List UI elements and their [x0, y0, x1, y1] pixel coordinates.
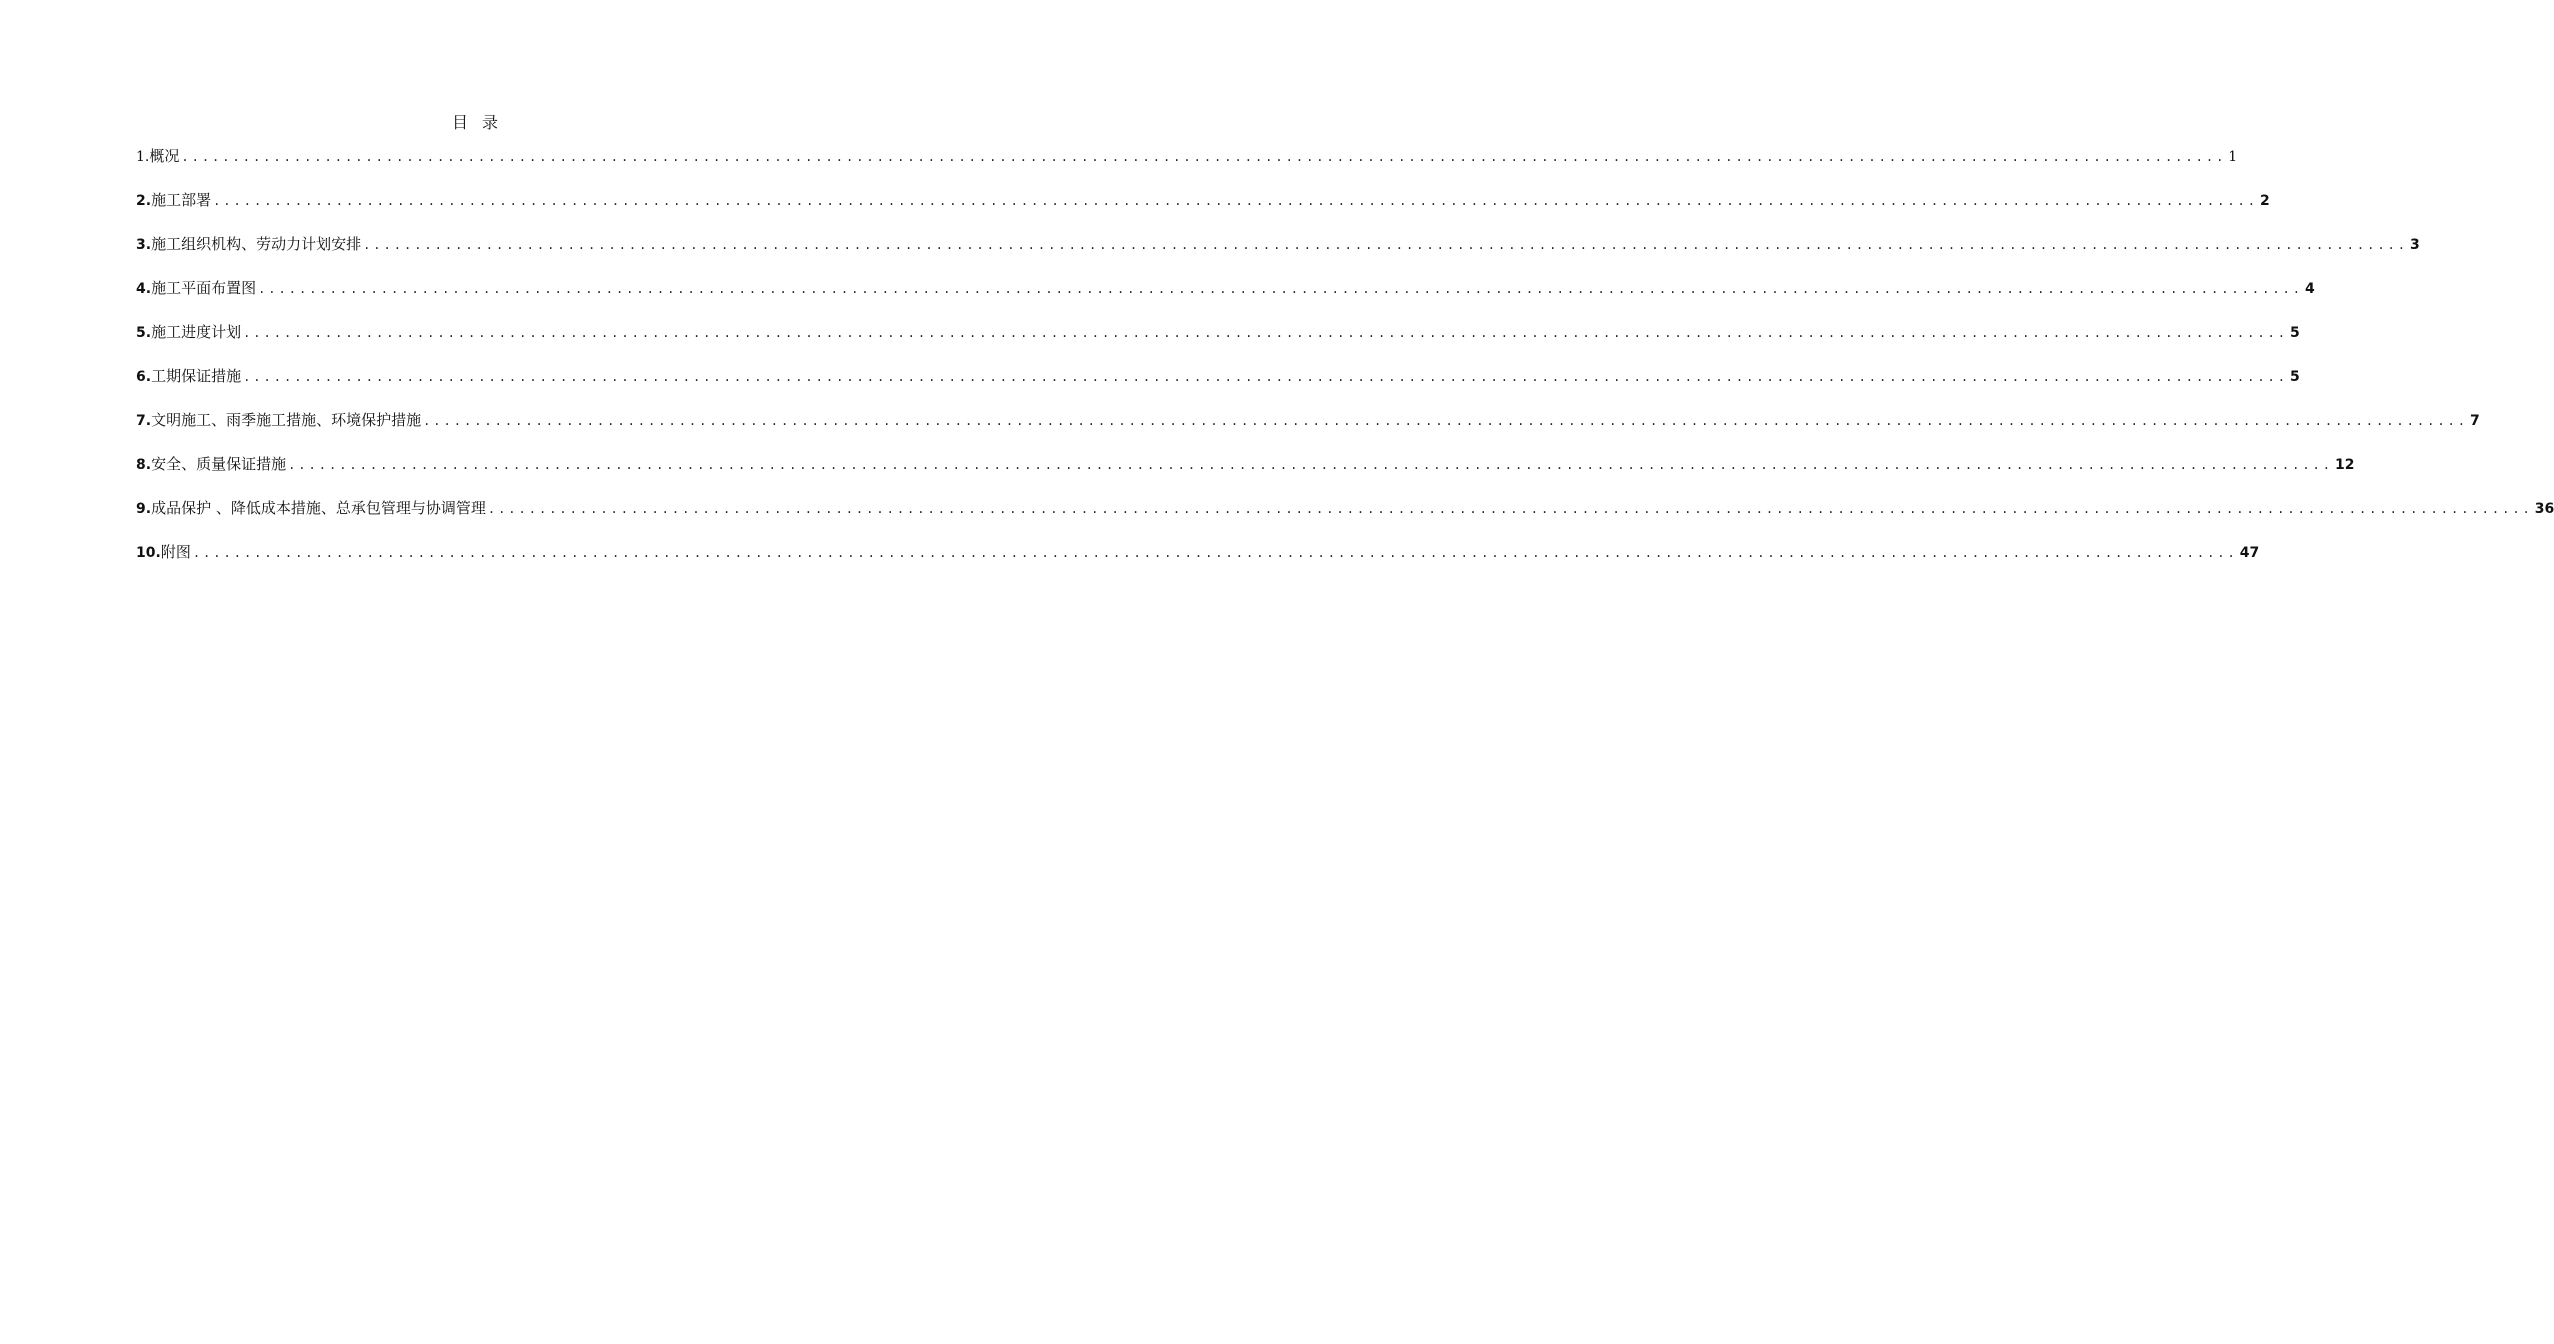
toc-entry-page: 3 [2410, 237, 2420, 253]
toc-entry[interactable] [136, 189, 2270, 233]
toc-dot-leader: ........................................................................................................................................................................................................ [181, 150, 2227, 164]
toc-entry[interactable] [136, 145, 2238, 189]
toc-entry-page: 2 [2260, 193, 2270, 209]
toc-entry[interactable] [136, 233, 2420, 277]
toc-entry-text: 施工进度计划 [151, 323, 242, 341]
toc-entry-page: 36 [2534, 501, 2554, 517]
toc-entry-page: 5 [2290, 325, 2300, 341]
toc-entry[interactable] [136, 365, 2300, 409]
table-of-contents [136, 145, 2554, 585]
toc-dot-leader: ........................................................................................................................................................................................................ [213, 194, 2258, 208]
toc-entry-text: 施工平面布置图 [151, 279, 257, 297]
toc-entry[interactable] [136, 497, 2554, 541]
toc-entry-text: 工期保证措施 [151, 367, 242, 385]
toc-dot-leader: ........................................................................................................................................................................................................ [192, 546, 2238, 560]
toc-dot-leader: ........................................................................................................................................................................................................ [363, 238, 2408, 252]
toc-entry-number: 5. [136, 325, 152, 341]
toc-dot-leader: ........................................................................................................................................................................................................ [423, 414, 2468, 428]
toc-entry-number: 9. [136, 501, 152, 517]
toc-entry-text: 文明施工、雨季施工措施、环境保护措施 [151, 411, 422, 429]
toc-entry-text: 施工组织机构、劳动力计划安排 [151, 235, 362, 253]
toc-entry-page: 47 [2239, 545, 2260, 561]
toc-entry-number: 8. [136, 457, 152, 473]
toc-entry[interactable] [136, 409, 2480, 453]
toc-entry[interactable] [136, 321, 2300, 365]
toc-dot-leader: ........................................................................................................................................................................................................ [487, 502, 2533, 516]
toc-entry-page: 7 [2470, 413, 2480, 429]
toc-entry-number: 3. [136, 237, 152, 253]
toc-entry-number: 2. [136, 193, 152, 209]
toc-dot-leader: ........................................................................................................................................................................................................ [288, 458, 2333, 472]
toc-entry-page: 4 [2305, 281, 2315, 297]
toc-dot-leader: ........................................................................................................................................................................................................ [243, 370, 2288, 384]
toc-entry-text: 概况 [149, 147, 180, 165]
toc-entry-text: 附图 [160, 543, 191, 561]
toc-entry-text: 成品保护 、降低成本措施、总承包管理与协调管理 [151, 499, 486, 517]
toc-entry-number: 6. [136, 369, 152, 385]
toc-entry-number: 10. [136, 545, 161, 561]
toc-entry[interactable] [136, 541, 2260, 585]
toc-entry-number: 4. [136, 281, 152, 297]
toc-entry-page: 1 [2228, 149, 2238, 165]
toc-dot-leader: ........................................................................................................................................................................................................ [243, 326, 2288, 340]
toc-entry-page: 12 [2335, 457, 2355, 473]
toc-entry[interactable] [136, 453, 2355, 497]
toc-entry-number: 1. [136, 149, 150, 165]
toc-entry-number: 7. [136, 413, 152, 429]
toc-title: 目录 [451, 113, 512, 132]
toc-entry-text: 施工部署 [151, 191, 212, 209]
toc-dot-leader: ........................................................................................................................................................................................................ [258, 282, 2303, 296]
toc-entry[interactable] [136, 277, 2315, 321]
toc-entry-page: 5 [2290, 369, 2300, 385]
toc-entry-text: 安全、质量保证措施 [151, 455, 287, 473]
